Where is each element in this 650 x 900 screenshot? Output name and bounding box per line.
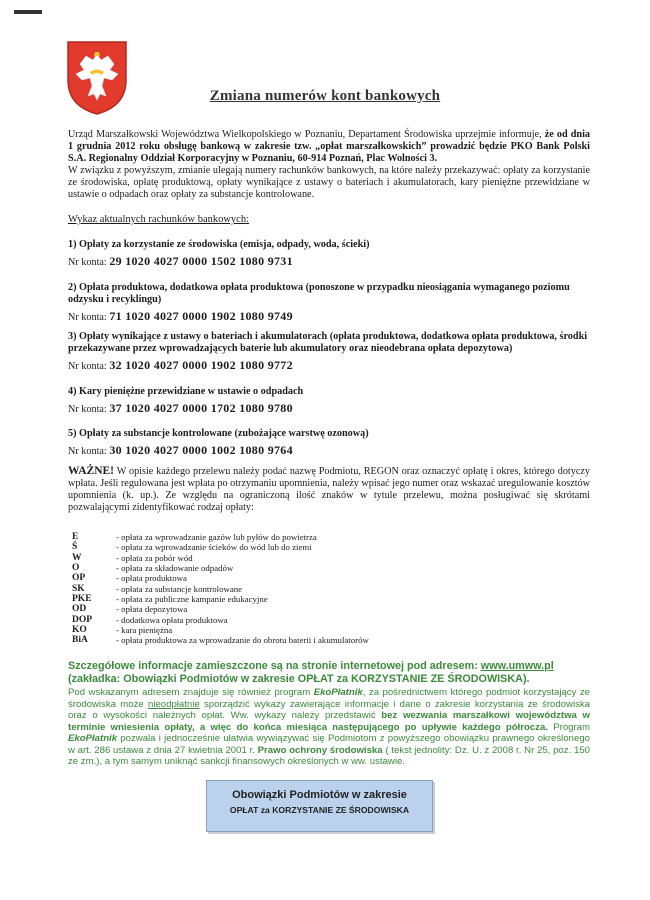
fee-code: KO	[72, 625, 87, 636]
account-heading: 4) Kary pieniężne przewidziane w ustawie o odpadach	[68, 386, 304, 397]
page-title: Zmiana numerów kont bankowych	[209, 88, 441, 104]
fee-code: Ś	[72, 542, 78, 553]
info-text-b: , za pośrednictwem którego podmiot korzystający ze środowiska może	[68, 687, 591, 710]
fee-code-desc: - opłata produktowa za wprowadzanie do obrotu baterii i akumulatorów	[116, 635, 369, 646]
fee-code: BiA	[72, 635, 88, 646]
banner-line-1: Obowiązki Podmiotów w zakresie	[232, 789, 407, 801]
deadline-text: bez wezwania marszałkowi województwa w terminie wniesienia opłaty, a więc do końca miesiąca następującego po upływie każdego półrocza.	[68, 710, 591, 733]
fee-code: SK	[72, 583, 85, 594]
account-number: 37 1020 4027 0000 1702 1080 9780	[109, 401, 293, 415]
account-number-label: Nr konta:	[68, 257, 107, 268]
account-number-label: Nr konta:	[68, 446, 107, 457]
account-number-label: Nr konta:	[68, 312, 107, 323]
accounts-heading: Wykaz aktualnych rachunków bankowych:	[68, 214, 250, 225]
info-paragraph	[68, 687, 590, 768]
fee-code-desc: - kara pieniężna	[116, 625, 173, 636]
fee-code-desc: - opłata za pobór wód	[116, 552, 193, 563]
info-text-a: Pod wskazanym adresem znajduje się również program	[68, 687, 314, 698]
fee-code-desc: - opłata produktowa	[116, 573, 187, 584]
website-link[interactable]: www.umww.pl	[480, 660, 554, 672]
list-item	[72, 615, 369, 625]
list-item	[72, 635, 369, 645]
list-item	[72, 584, 369, 594]
account-item-4	[68, 386, 590, 416]
info-heading	[68, 660, 590, 686]
list-item	[72, 594, 369, 604]
account-number: 32 1020 4027 0000 1902 1080 9772	[109, 358, 293, 372]
important-notice	[68, 465, 590, 514]
fee-code: OP	[72, 573, 86, 584]
law-name: Prawo ochrony środowiska	[257, 744, 383, 756]
program-name: EkoPłatnik	[313, 687, 363, 698]
list-item	[72, 563, 369, 573]
account-number: 29 1020 4027 0000 1502 1080 9731	[109, 254, 293, 268]
account-number: 71 1020 4027 0000 1902 1080 9749	[109, 309, 293, 323]
info-text-d: Program	[547, 721, 591, 733]
fee-code-desc: - dodatkowa opłata produktowa	[116, 614, 228, 625]
important-label: WAŻNE!	[68, 465, 115, 477]
fee-code: OD	[72, 604, 87, 615]
intro-text-2: W związku z powyższym, zmianie ulegają numery rachunków bankowych, na które należy przekazywać: opłaty za korzystanie ze środowiska, opłatę produktową, opłaty wynikające z ustawy o bateriach i akumulatorach, kary pieniężne przewidziane w ustawie o odpadach oraz opłaty za substancje kontrolowane.	[68, 165, 590, 200]
fee-code: E	[72, 532, 79, 542]
fee-codes-list	[72, 532, 369, 646]
account-heading: 2) Opłata produktowa, dodatkowa opłata produktowa (ponoszone w przypadku nieosiągania wymaganego poziomu odzysku i recyklingu)	[68, 282, 570, 305]
fee-code: DOP	[72, 614, 93, 625]
banner-line-2: OPŁAT za KORZYSTANIE ZE ŚRODOWISKA	[229, 805, 410, 815]
important-text: W opisie każdego przelewu należy podać nazwę Podmiotu, REGON oraz oznaczyć opłatę i okres, którego dotyczy wpłata. Jeśli regulowana jest wpłata po otrzymaniu upomnienia, należy wpisać jego numer oraz wskazać uregulowanie kosztów upomnienia (k. up.). Ze względu na ograniczoną ilość znaków w tytule przelewu, można posługiwać się skrótami pozwalającymi zidentyfikować rodzaj opłaty:	[68, 466, 590, 513]
fee-code: PKE	[72, 594, 92, 605]
fee-code-desc: - opłata depozytowa	[116, 604, 188, 615]
info-text-f: ( tekst jednolity: Dz. U. z 2008 r. Nr 25, poz. 150 ze zm.), a tym samym uniknąć sankcji finansowych określonych w ww. ustawie.	[68, 744, 590, 767]
fee-code-desc: - opłata za wprowadzanie ścieków do wód lub do ziemi	[116, 542, 312, 553]
account-item-5	[68, 428, 590, 458]
account-heading: 5) Opłaty za substancje kontrolowane (zubożające warstwę ozonową)	[68, 428, 369, 439]
account-item-3	[68, 331, 590, 373]
fee-code-desc: - opłata za składowanie odpadów	[116, 563, 234, 574]
fee-code: O	[72, 563, 80, 574]
fee-code-desc: - opłata za wprowadzanie gazów lub pyłów do powietrza	[116, 532, 317, 542]
account-number-label: Nr konta:	[68, 361, 107, 372]
info-text-e: pozwala i jednocześnie ułatwia wywiązywać się Podmiotom z powyższego obowiązku prawnego określonego w art. 286 ustawa z dnia 27 kwietnia 2001 r.	[68, 733, 590, 756]
list-item	[72, 625, 369, 635]
info-line-1: Szczegółowe informacje zamieszczone są na stronie internetowej pod adresem:	[68, 660, 481, 672]
info-line-2: (zakładka: Obowiązki Podmiotów w zakresie OPŁAT za KORZYSTANIE ZE ŚRODOWISKA).	[68, 673, 530, 685]
intro-paragraph	[68, 129, 590, 201]
account-number-label: Nr konta:	[68, 404, 107, 415]
fee-code-desc: - opłata za publiczne kampanie edukacyjne	[116, 594, 268, 605]
free-of-charge: nieodpłatnie	[147, 698, 200, 710]
scan-corner-mark	[14, 10, 42, 14]
intro-bank-info: że od dnia 1 grudnia 2012 roku obsługę bankową w zakresie tzw. „opłat marszałkowskich” prowadzić będzie PKO Bank Polski S.A. Regionalny Oddział Korporacyjny w Poznaniu, 60-914 Poznań, Plac Wolności 3.	[68, 129, 591, 164]
account-item-2	[68, 282, 590, 324]
list-item	[72, 542, 369, 552]
list-item	[72, 532, 369, 542]
list-item	[72, 553, 369, 563]
account-heading: 3) Opłaty wynikające z ustawy o bateriach i akumulatorach (opłata produktowa, dodatkowa opłata produktowa, środki przekazywane przez wprowadzających baterie lub akumulatory oraz nieodebrana opłata depozytowa)	[68, 331, 588, 354]
info-text-c: sporządzić wykazy zawierające informacje i dane o zakresie korzystania ze środowiska oraz o wysokości należnych opłat. Ww. wykazy należy przedstawić	[68, 698, 591, 721]
fee-code: W	[72, 552, 82, 563]
list-item	[72, 573, 369, 583]
list-item	[72, 604, 369, 614]
program-name: EkoPłatnik	[68, 733, 118, 744]
obligations-banner[interactable]	[206, 780, 433, 832]
account-number: 30 1020 4027 0000 1002 1080 9764	[109, 443, 293, 457]
intro-text-1: Urząd Marszałkowski Województwa Wielkopolskiego w Poznaniu, Departament Środowiska uprzejmie informuje,	[68, 129, 545, 140]
account-heading: 1) Opłaty za korzystanie ze środowiska (emisja, odpady, woda, ścieki)	[68, 239, 370, 250]
account-item-1	[68, 239, 590, 269]
fee-code-desc: - opłata za substancje kontrolowane	[116, 583, 243, 594]
